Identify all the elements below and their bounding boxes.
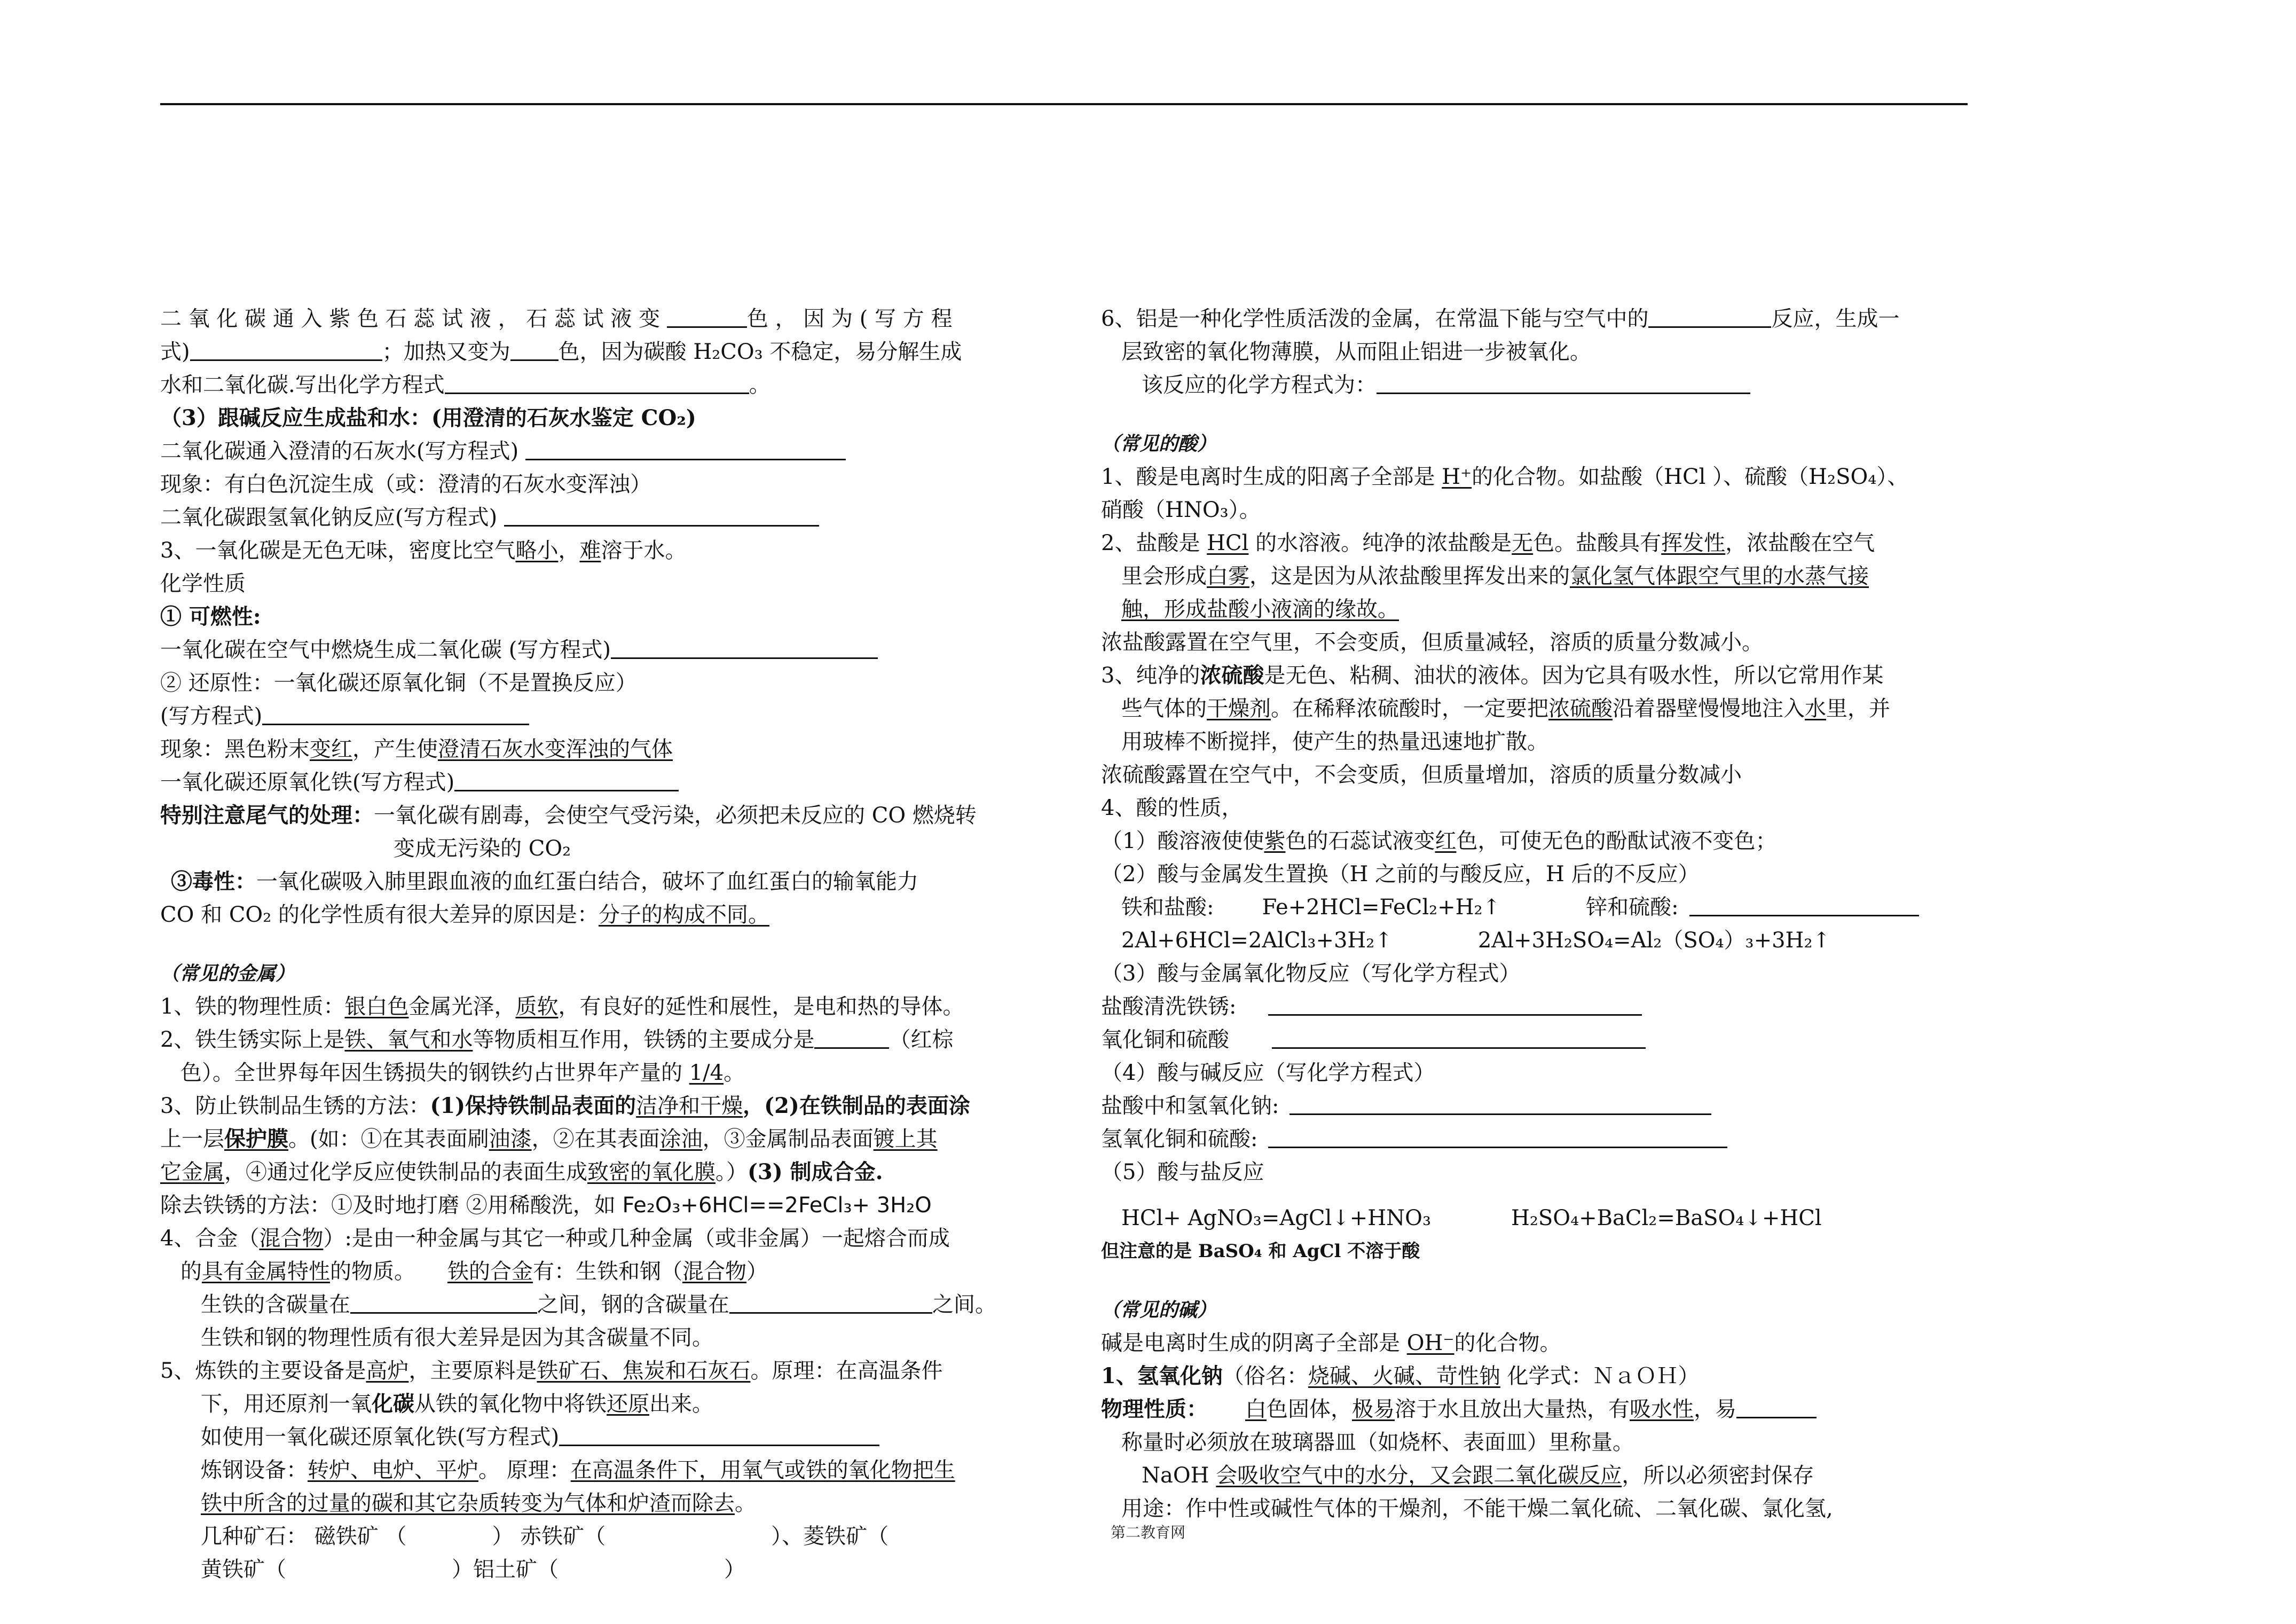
fill-blank[interactable] <box>454 768 679 791</box>
fill-blank[interactable] <box>1268 1125 1727 1148</box>
text-line: 现象：黑色粉末变红，产生使澄清石灰水变浑浊的气体 <box>160 737 673 762</box>
text-line: 二氧化碳跟氢氧化钠反应(写方程式) <box>160 501 1023 534</box>
text-line: 化学性质 <box>160 571 246 596</box>
fill-blank[interactable] <box>510 338 559 361</box>
text-line: ② 还原性：一氧化碳还原氧化铜（不是置换反应） <box>160 671 637 695</box>
text-line: 浓硫酸露置在空气中，不会变质，但质量增加，溶质的质量分数减小 <box>1101 763 1742 787</box>
text-line: 二 氧 化 碳 通 入 紫 色 石 蕊 试 液 ， 石 蕊 试 液 变 色 ， 因 为 ( 写 方 程 <box>160 302 1023 335</box>
text-line: 盐酸中和氢氧化钠: <box>1101 1089 1963 1123</box>
text-line: 上一层保护膜。(如：①在其表面刷油漆，②在其表面涂油，③金属制品表面镀上其 <box>160 1126 938 1151</box>
text-line: 1、氢氧化钠（俗名：烧碱、火碱、苛性钠 化学式：ＮａＯＨ） <box>1101 1363 1700 1388</box>
fill-blank[interactable] <box>1648 305 1771 328</box>
text-line: 下，用还原剂一氧化碳从铁的氧化物中将铁还原出来。 <box>201 1391 713 1416</box>
fill-blank[interactable] <box>525 437 846 460</box>
subheading: （3）跟碱反应生成盐和水：(用澄清的石灰水鉴定 CO₂) <box>160 405 696 430</box>
right-column <box>1101 302 1963 1525</box>
text-line: 用玻棒不断搅拌，使产生的热量迅速地扩散。 <box>1121 729 1548 754</box>
fill-blank[interactable] <box>1289 1092 1711 1115</box>
text-line: HCl+ AgNO₃=AgCl↓+HNO₃ H₂SO₄+BaCl₂=BaSO₄↓+HCl <box>1121 1206 1822 1230</box>
text-line: 该反应的化学方程式为： <box>1101 368 1963 402</box>
text-line: 触，形成盐酸小液滴的缘故。 <box>1121 597 1399 622</box>
text-line: 1、酸是电离时生成的阳离子全部是 H⁺的化合物。如盐酸（HCl ）、硫酸（H₂SO₄）、 <box>1101 465 1909 489</box>
text-line: 3、一氧化碳是无色无味，密度比空气略小，难溶于水。 <box>160 538 687 563</box>
fill-blank[interactable] <box>504 504 819 527</box>
text-line: 铁中所含的过量的碳和其它杂质转变为气体和炉渣而除去。 <box>201 1491 756 1516</box>
text-line: 物理性质： 白色固体，极易溶于水且放出大量热，有吸水性，易 <box>1101 1393 1963 1426</box>
text-line: 生铁的含碳量在 之间，钢的含碳量在 之间。 <box>160 1288 1023 1321</box>
text-line: 水和二氧化碳.写出化学方程式 。 <box>160 368 1023 402</box>
text-line: 氢氧化铜和硫酸: <box>1101 1123 1963 1156</box>
text-line: 3、防止铁制品生锈的方法：(1)保持铁制品表面的洁净和干燥，(2)在铁制品的表面涂 <box>160 1093 970 1118</box>
text-line: 3、纯净的浓硫酸是无色、粘稠、油状的液体。因为它具有吸水性，所以它常用作某 <box>1101 663 1884 688</box>
text-line: 称量时必须放在玻璃器皿（如烧杯、表面皿）里称量。 <box>1121 1430 1634 1455</box>
text-line: 的具有金属特性的物质。 铁的合金有：生铁和钢（混合物） <box>180 1259 768 1284</box>
text-line: 现象：有白色沉淀生成（或：澄清的石灰水变浑浊） <box>160 472 651 497</box>
fill-blank[interactable] <box>262 702 529 725</box>
text-line: 4、酸的性质， <box>1101 796 1243 820</box>
fill-blank[interactable] <box>559 1423 879 1446</box>
fill-blank[interactable] <box>729 1291 932 1314</box>
text-line: 里会形成白雾，这是因为从浓盐酸里挥发出来的氯化氢气体跟空气里的水蒸气接 <box>1121 564 1869 589</box>
text-line: 浓盐酸露置在空气里，不会变质，但质量减轻，溶质的质量分数减小。 <box>1101 630 1763 655</box>
text-line: 4、合金（混合物）:是由一种金属与其它一种或几种金属（或非金属）一起熔合而成 <box>160 1226 950 1251</box>
text-line: 盐酸清洗铁锈: <box>1101 990 1963 1023</box>
text-line: 二氧化碳通入澄清的石灰水(写方程式) <box>160 435 1023 468</box>
left-column <box>160 302 1023 1586</box>
text-line: ③毒性：一氧化碳吸入肺里跟血液的血红蛋白结合，破坏了血红蛋白的输氧能力 <box>171 869 918 894</box>
fill-blank[interactable] <box>667 305 747 328</box>
text-line: 1、铁的物理性质：银白色金属光泽，质软，有良好的延性和展性，是电和热的导体。 <box>160 994 964 1019</box>
text-line: 黄铁矿（ ）铝土矿（ ） <box>201 1557 745 1582</box>
text-line: 一氧化碳在空气中燃烧生成二氧化碳 (写方程式) <box>160 633 1023 666</box>
text-line: 2Al+6HCl=2AlCl₃+3H₂↑ 2Al+3H₂SO₄=Al₂（SO₄）₃+3H₂↑ <box>1121 928 1830 953</box>
fill-blank[interactable] <box>1689 893 1919 916</box>
text-line: 炼钢设备：转炉、电炉、平炉。 原理：在高温条件下，用氧气或铁的氧化物把生 <box>201 1458 955 1482</box>
text-line: 几种矿石： 磁铁矿 （ ） 赤铁矿（ ）、菱铁矿（ <box>201 1524 889 1549</box>
header-rule <box>160 103 1968 105</box>
text-line: （1）酸溶液使使紫色的石蕊试液变红色，可使无色的酚酞试液不变色； <box>1101 829 1777 853</box>
text-line: 它金属，④通过化学反应使铁制品的表面生成致密的氧化膜。）(3) 制成合金. <box>160 1159 883 1184</box>
text-line: 2、铁生锈实际上是铁、氧气和水等物质相互作用，铁锈的主要成分是 （红棕 <box>160 1023 1023 1056</box>
text-line: 6、铝是一种化学性质活泼的金属，在常温下能与空气中的 反应，生成一 <box>1101 302 1963 335</box>
text-line: 色）。全世界每年因生锈损失的钢铁约占世界年产量的 1/4。 <box>180 1061 745 1085</box>
text-line: (写方程式) <box>160 700 1023 733</box>
fill-blank[interactable] <box>350 1291 537 1314</box>
text-line: 些气体的干燥剂。在稀释浓硫酸时，一定要把浓硫酸沿着器壁慢慢地注入水里，并 <box>1121 696 1890 721</box>
text-line: 特别注意尾气的处理：一氧化碳有剧毒，会使空气受污染，必须把未反应的 CO 燃烧转 <box>160 803 977 828</box>
fill-blank[interactable] <box>611 636 878 659</box>
text-line: 用途：作中性或碱性气体的干燥剂，不能干燥二氧化硫、二氧化碳、氯化氢, <box>1121 1496 1833 1521</box>
fill-blank[interactable] <box>1377 371 1750 394</box>
text-line: 如使用一氧化碳还原氧化铁(写方程式) <box>160 1421 1023 1454</box>
text-line: 式) ；加热又变为 色，因为碳酸 H₂CO₃ 不稳定，易分解生成 <box>160 335 1023 368</box>
text-line: 生铁和钢的物理性质有很大差异是因为其含碳量不同。 <box>201 1325 713 1350</box>
fill-blank[interactable] <box>190 338 382 361</box>
fill-blank[interactable] <box>814 1026 889 1049</box>
text-line: 铁和盐酸: Fe+2HCl=FeCl₂+H₂↑ 锌和硫酸: <box>1101 891 1963 924</box>
text-line: 层致密的氧化物薄膜，从而阻止铝进一步被氧化。 <box>1121 340 1591 364</box>
text-line: NaOH 会吸收空气中的水分，又会跟二氧化碳反应，所以必须密封保存 <box>1142 1463 1814 1488</box>
text-line: 硝酸（HNO₃）。 <box>1101 498 1261 522</box>
text-line: 5、炼铁的主要设备是高炉，主要原料是铁矿石、焦炭和石灰石。原理：在高温条件 <box>160 1359 943 1383</box>
text-line: 变成无污染的 CO₂ <box>394 836 571 861</box>
text-line: 碱是电离时生成的阴离子全部是 OH⁻的化合物。 <box>1101 1331 1561 1355</box>
text-line: （2）酸与金属发生置换（H 之前的与酸反应，H 后的不反应） <box>1101 862 1700 886</box>
fill-blank[interactable] <box>445 371 749 394</box>
text-line: 2、盐酸是 HCl 的水溶液。纯净的浓盐酸是无色。盐酸具有挥发性，浓盐酸在空气 <box>1101 531 1875 555</box>
note-line: 但注意的是 BaSO₄ 和 AgCl 不溶于酸 <box>1101 1241 1420 1262</box>
section-heading-acids: （常见的酸） <box>1101 433 1217 455</box>
section-heading-metals: （常见的金属） <box>160 962 295 985</box>
fill-blank[interactable] <box>1268 993 1642 1016</box>
text-line: （5）酸与盐反应 <box>1101 1160 1264 1184</box>
fill-blank[interactable] <box>1736 1395 1817 1418</box>
text-line: 除去铁锈的方法：①及时地打磨 ②用稀酸洗，如 Fe₂O₃+6HCl==2FeCl₃+ 3H₂O <box>160 1193 932 1218</box>
text-line: （4）酸与碱反应（写化学方程式） <box>1101 1061 1435 1085</box>
text-line: CO 和 CO₂ 的化学性质有很大差异的原因是：分子的构成不同。 <box>160 903 769 927</box>
page-footer: 第二教育网 <box>1110 1524 1185 1541</box>
section-heading-bases: （常见的碱） <box>1101 1299 1217 1321</box>
text-line: 一氧化碳还原氧化铁(写方程式) <box>160 766 1023 799</box>
subheading: ① 可燃性: <box>160 604 261 629</box>
fill-blank[interactable] <box>1272 1026 1646 1049</box>
text-line: 氧化铜和硫酸 <box>1101 1023 1963 1056</box>
text-line: （3）酸与金属氧化物反应（写化学方程式） <box>1101 961 1521 986</box>
